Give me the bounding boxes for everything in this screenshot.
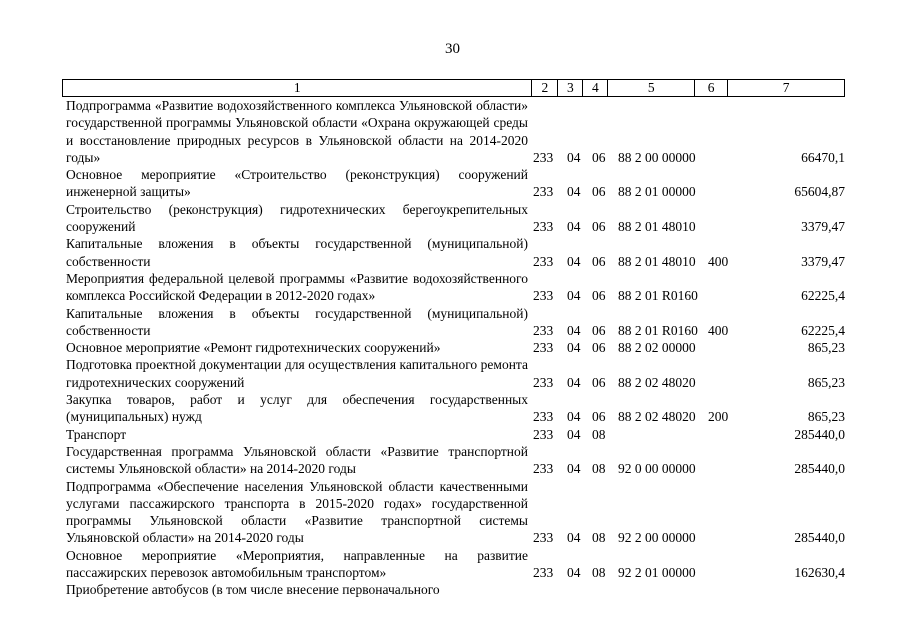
column-2-value: 233	[533, 530, 554, 546]
table-row	[62, 356, 845, 391]
table-row	[62, 391, 845, 426]
row-description: Подпрограмма «Обеспечение населения Ульяновской области качественными услугами пассажирского транспорта в 2015-2020 годах» государственной программы Ульяновской области «Развитие транспортной системы Ульяновской области» на 2014-2020 годы	[66, 478, 528, 546]
column-7-value: 285440,0	[794, 530, 845, 546]
column-4-value: 06	[592, 288, 606, 304]
header-col-3: 3	[558, 80, 583, 96]
table-row	[62, 443, 845, 478]
column-2-value: 233	[533, 461, 554, 477]
column-7-value: 285440,0	[794, 461, 845, 477]
column-4-value: 08	[592, 426, 606, 442]
column-2-value: 233	[533, 409, 554, 425]
page-number: 30	[445, 41, 460, 57]
table-row	[62, 581, 845, 598]
column-2-value: 233	[533, 149, 554, 165]
table-row	[62, 97, 845, 166]
table-row	[62, 305, 845, 340]
column-4-value: 06	[592, 340, 606, 356]
column-6-value: 400	[708, 322, 729, 338]
column-7-value: 66470,1	[801, 149, 845, 165]
column-4-value: 08	[592, 530, 606, 546]
header-col-5: 5	[608, 80, 695, 96]
column-3-value: 04	[567, 340, 581, 356]
column-4-value: 06	[592, 149, 606, 165]
column-5-value: 88 2 02 48020	[618, 374, 696, 390]
column-7-value: 62225,4	[801, 322, 845, 338]
column-3-value: 04	[567, 219, 581, 235]
column-2-value: 233	[533, 340, 554, 356]
row-description: Приобретение автобусов (в том числе внесение первоначального	[66, 582, 440, 598]
row-description: Строительство (реконструкция) гидротехнических берегоукрепительных сооружений	[66, 201, 528, 235]
row-description: Основное мероприятие «Мероприятия, направленные на развитие пассажирских перевозок автомобильным транспортом»	[66, 547, 528, 581]
column-3-value: 04	[567, 253, 581, 269]
row-description: Транспорт	[66, 426, 127, 442]
column-7-value: 865,23	[807, 340, 845, 356]
header-col-7: 7	[728, 80, 845, 96]
row-description: Подготовка проектной документации для осуществления капитального ремонта гидротехнических сооружений	[66, 357, 528, 390]
column-3-value: 04	[567, 149, 581, 165]
column-5-value: 92 2 01 00000	[618, 565, 696, 581]
column-4-value: 08	[592, 461, 606, 477]
table-row	[62, 547, 845, 582]
column-2-value: 233	[533, 374, 554, 390]
column-4-value: 06	[592, 184, 606, 200]
row-description: Основное мероприятие «Строительство (реконструкция) сооружений инженерной защиты»	[66, 167, 528, 200]
column-5-value: 88 2 02 48020	[618, 409, 696, 425]
column-2-value: 233	[533, 184, 554, 200]
column-4-value: 06	[592, 219, 606, 235]
row-description: Мероприятия федеральной целевой программы «Развитие водохозяйственного комплекса Российской Федерации в 2012-2020 годах»	[66, 270, 528, 304]
table-row	[62, 166, 845, 201]
table-row	[62, 478, 845, 547]
column-7-value: 285440,0	[794, 426, 845, 442]
row-description: Основное мероприятие «Ремонт гидротехнических сооружений»	[66, 340, 441, 356]
column-5-value: 88 2 01 R0160	[618, 288, 698, 304]
column-7-value: 162630,4	[794, 565, 845, 581]
column-2-value: 233	[533, 253, 554, 269]
column-3-value: 04	[567, 184, 581, 200]
column-5-value: 88 2 01 48010	[618, 219, 696, 235]
column-5-value: 88 2 01 48010	[618, 253, 696, 269]
column-2-value: 233	[533, 565, 554, 581]
column-7-value: 65604,87	[794, 184, 845, 200]
table-row	[62, 201, 845, 236]
row-description: Капитальные вложения в объекты государственной (муниципальной) собственности	[66, 236, 528, 269]
table-header	[62, 79, 845, 97]
column-3-value: 04	[567, 426, 581, 442]
table-row	[62, 426, 845, 443]
column-3-value: 04	[567, 530, 581, 546]
column-2-value: 233	[533, 426, 554, 442]
row-description: Подпрограмма «Развитие водохозяйственного комплекса Ульяновской области» государственной программы Ульяновской области «Охрана окружающей среды и восстановление природных ресурсов в Ульяновской области на 2014-2020 годы»	[66, 98, 528, 165]
column-3-value: 04	[567, 461, 581, 477]
column-5-value: 88 2 02 00000	[618, 340, 696, 356]
column-3-value: 04	[567, 409, 581, 425]
header-col-4: 4	[583, 80, 608, 96]
column-5-value: 92 2 00 00000	[618, 530, 696, 546]
column-5-value: 92 0 00 00000	[618, 461, 696, 477]
column-4-value: 06	[592, 409, 606, 425]
column-7-value: 62225,4	[801, 288, 845, 304]
header-col-2: 2	[532, 80, 558, 96]
column-6-value: 200	[708, 409, 729, 425]
table-row	[62, 270, 845, 305]
column-7-value: 3379,47	[801, 219, 845, 235]
column-7-value: 865,23	[807, 374, 845, 390]
header-col-1: 1	[63, 80, 532, 96]
column-5-value: 88 2 01 R0160	[618, 322, 698, 338]
column-7-value: 865,23	[807, 409, 845, 425]
column-3-value: 04	[567, 374, 581, 390]
row-description: Капитальные вложения в объекты государственной (муниципальной) собственности	[66, 305, 528, 338]
table-row	[62, 235, 845, 270]
table-row	[62, 339, 845, 356]
column-5-value: 88 2 01 00000	[618, 184, 696, 200]
column-4-value: 08	[592, 565, 606, 581]
header-col-6: 6	[695, 80, 728, 96]
column-4-value: 06	[592, 322, 606, 338]
column-2-value: 233	[533, 219, 554, 235]
column-6-value: 400	[708, 253, 729, 269]
table-body	[62, 97, 845, 599]
column-5-value: 88 2 00 00000	[618, 149, 696, 165]
column-3-value: 04	[567, 322, 581, 338]
column-3-value: 04	[567, 565, 581, 581]
column-3-value: 04	[567, 288, 581, 304]
column-4-value: 06	[592, 374, 606, 390]
row-description: Закупка товаров, работ и услуг для обеспечения государственных (муниципальных) нужд	[66, 392, 528, 425]
budget-table	[62, 79, 845, 599]
column-2-value: 233	[533, 322, 554, 338]
column-7-value: 3379,47	[801, 253, 845, 269]
column-4-value: 06	[592, 253, 606, 269]
column-2-value: 233	[533, 288, 554, 304]
row-description: Государственная программа Ульяновской области «Развитие транспортной системы Ульяновской области» на 2014-2020 годы	[66, 443, 528, 477]
